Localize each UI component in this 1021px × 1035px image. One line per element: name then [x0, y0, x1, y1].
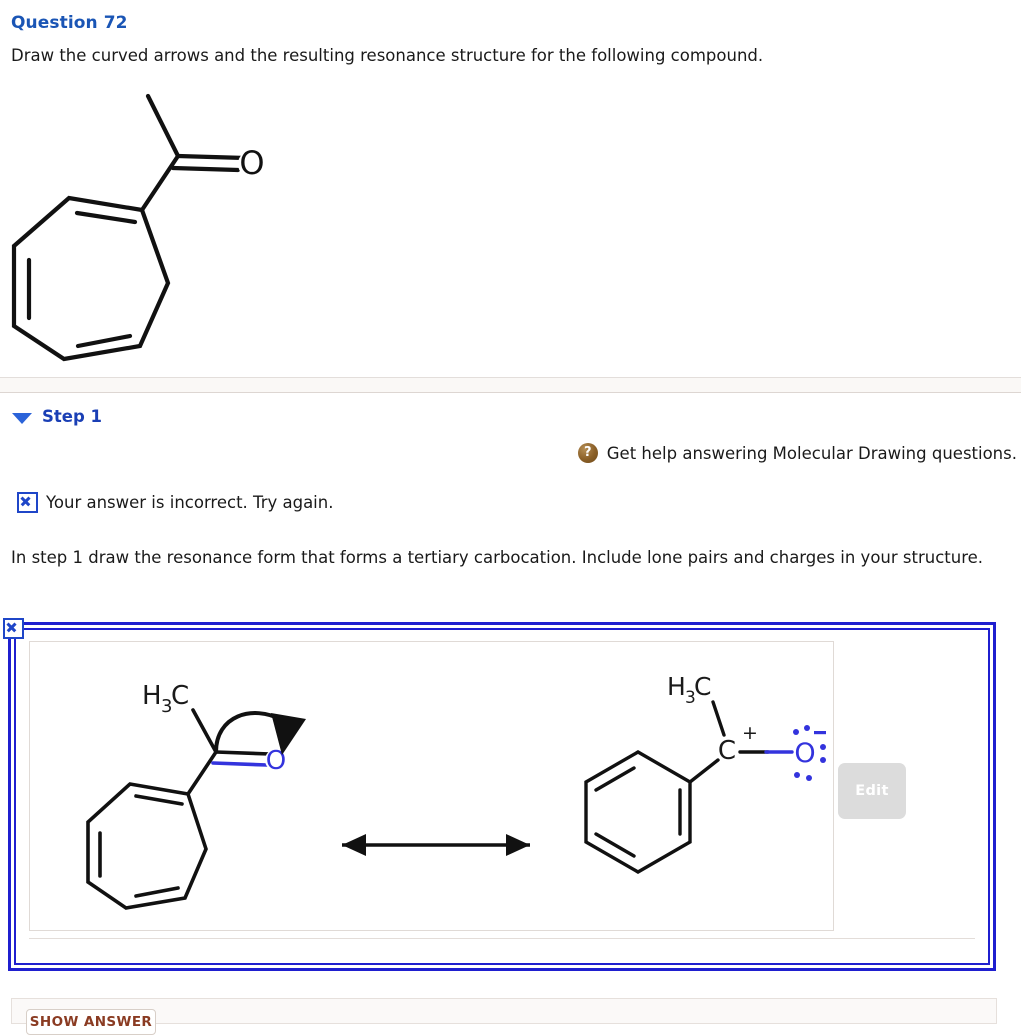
methyl-label-left: H: [142, 681, 162, 711]
question-molecule-diagram: [0, 78, 300, 368]
methyl-label-right: H: [667, 672, 686, 701]
edit-button[interactable]: Edit: [838, 763, 906, 819]
electron-pushing-arrow: [216, 713, 306, 755]
feedback-message: [17, 492, 333, 513]
question-prompt: Draw the curved arrows and the resulting resonance structure for the following compound.: [11, 46, 764, 65]
feedback-text: Your answer is incorrect. Try again.: [46, 493, 334, 512]
double-headed-resonance-arrow: [342, 834, 530, 856]
step-instruction: In step 1 draw the resonance form that forms a tertiary carbocation. Include lone pairs and charges in your structure.: [11, 548, 984, 567]
step-label: Step 1: [42, 407, 102, 426]
question-molecule-svg: [0, 78, 300, 368]
oxygen-atom-label-left: O: [265, 746, 287, 776]
carbonyl-double-bond-left: [213, 752, 270, 765]
positive-charge-label: +: [742, 722, 758, 744]
methyl-carbon-label-right: C: [694, 672, 712, 701]
section-divider: [0, 377, 1021, 393]
methyl-subscript-left: 3: [161, 696, 173, 717]
triangle-down-icon[interactable]: [12, 413, 32, 424]
oxygen-atom-label-right: O: [794, 738, 816, 769]
bottom-action-bar: [11, 998, 997, 1024]
page-title: Question 72: [11, 13, 128, 33]
help-link-label[interactable]: Get help answering Molecular Drawing questions.: [606, 443, 1017, 463]
step-header[interactable]: [12, 407, 102, 426]
molecular-drawing-canvas[interactable]: [29, 641, 834, 931]
answer-panel-footer-rule: [29, 938, 975, 939]
cationic-carbon-label: C: [717, 736, 737, 766]
answer-structures-svg: [30, 642, 833, 930]
negative-charge-label: [814, 731, 826, 734]
incorrect-x-icon: [17, 492, 38, 513]
methyl-subscript-right: 3: [685, 688, 696, 708]
left-structure: [88, 681, 306, 908]
show-answer-button[interactable]: SHOW ANSWER: [26, 1009, 156, 1035]
help-link[interactable]: [578, 443, 1017, 463]
oxygen-atom-label: O: [239, 144, 265, 182]
methyl-carbon-label-left: C: [171, 681, 190, 711]
answer-incorrect-x-icon: [3, 618, 24, 639]
right-structure: [586, 672, 826, 872]
question-mark-circle-icon[interactable]: ?: [578, 443, 598, 463]
